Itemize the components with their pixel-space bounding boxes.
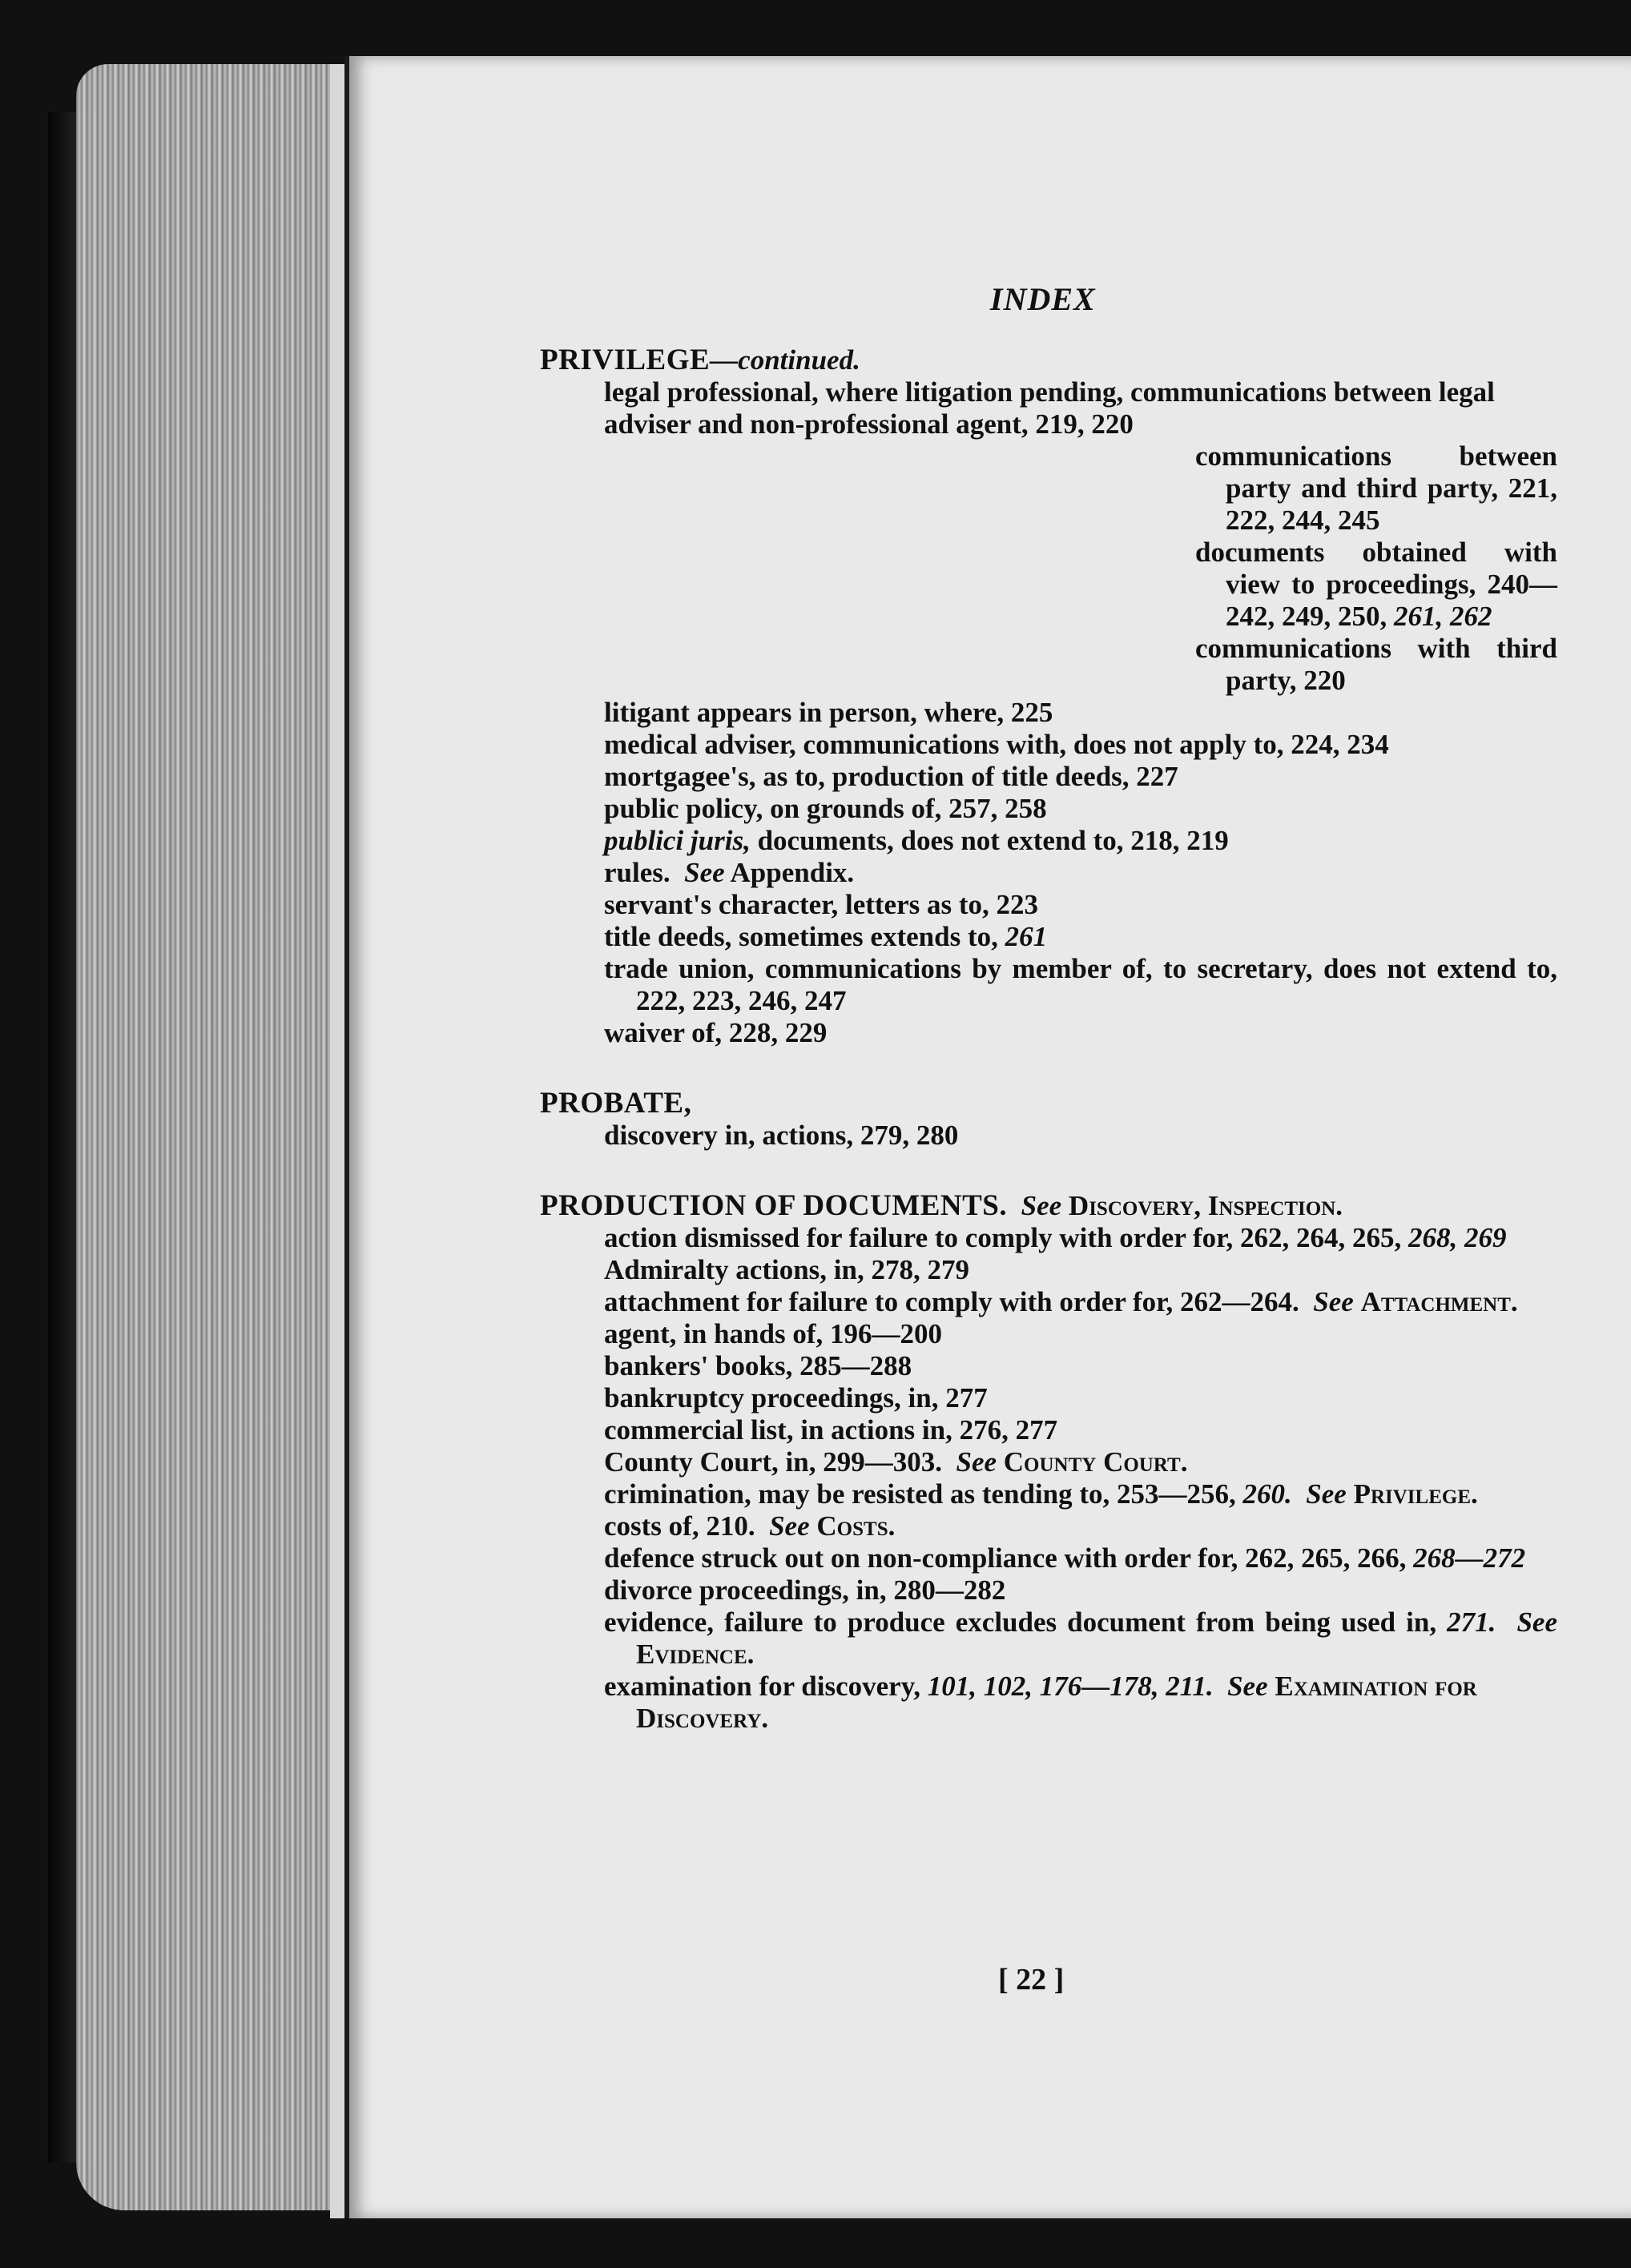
subentry: servant's character, letters as to, 223 <box>604 889 1039 920</box>
subentry: action dismissed for failure to comply with order for, 262, 264, 265, 268, 269 <box>604 1222 1507 1253</box>
subentry: attachment for failure to comply with order for, 262—264. See Attachment. <box>604 1286 1518 1317</box>
subentry: publici juris, documents, does not extend to, 218, 219 <box>604 825 1229 856</box>
entry-probate <box>540 1088 1557 1152</box>
subentry: rules. See Appendix. <box>604 857 855 888</box>
legal-item: documents obtained with view to proceedings, 240—242, 249, 250, 261, 262 <box>1195 537 1557 632</box>
legal-item: communications between legal adviser and non-professional agent, 219, 220 <box>604 376 1495 440</box>
subentry: public policy, on grounds of, 257, 258 <box>604 793 1047 824</box>
subentry: examination for discovery, 101, 102, 176—178, 211. See Examination for Discovery. <box>604 1671 1477 1734</box>
book-page-edges <box>76 64 340 2210</box>
subentry: bankers' books, 285—288 <box>604 1350 912 1381</box>
subentry: divorce proceedings, in, 280—282 <box>604 1574 1006 1606</box>
index-content <box>540 344 1557 1735</box>
subentry: waiver of, 228, 229 <box>604 1017 828 1048</box>
page-header: INDEX <box>990 281 1096 317</box>
entry-heading: PRODUCTION OF DOCUMENTS. <box>540 1189 1008 1222</box>
subentry: crimination, may be resisted as tending to, 253—256, 260. See Privilege. <box>604 1478 1478 1510</box>
subentry: defence struck out on non-compliance with order for, 262, 265, 266, 268—272 <box>604 1542 1526 1574</box>
subentry: bankruptcy proceedings, in, 277 <box>604 1382 988 1413</box>
continued-label: —continued. <box>710 344 860 376</box>
subentry: discovery in, actions, 279, 280 <box>604 1120 959 1151</box>
entry-heading: PROBATE, <box>540 1087 692 1120</box>
subentry-legal-professional: legal professional, where litigation pending, communications between legal adviser and non-professional agent, 219, 220 <box>604 376 1495 440</box>
legal-item: communications between party and third party, 221, 222, 244, 245 <box>1195 440 1557 536</box>
subentry: medical adviser, communications with, does not apply to, 224, 234 <box>604 729 1389 760</box>
entry-heading: PRIVILEGE <box>540 344 711 376</box>
subentry: mortgagee's, as to, production of title deeds, 227 <box>604 761 1178 792</box>
subentry: evidence, failure to produce excludes document from being used in, 271. See Evidence. <box>604 1606 1558 1670</box>
subentry: agent, in hands of, 196—200 <box>604 1318 943 1349</box>
subentry: litigant appears in person, where, 225 <box>604 697 1053 728</box>
subentry: trade union, communications by member of, to secretary, does not extend to, 222, 223, 246, 247 <box>604 953 1557 1016</box>
legal-professional-subitems <box>1195 440 1557 697</box>
subentry: title deeds, sometimes extends to, 261 <box>604 921 1048 952</box>
page-number: [ 22 ] <box>998 1963 1065 1997</box>
subentry: commercial list, in actions in, 276, 277 <box>604 1414 1058 1446</box>
subentry: costs of, 210. See Costs. <box>604 1510 896 1542</box>
subentry: Admiralty actions, in, 278, 279 <box>604 1254 969 1285</box>
entry-production: PRODUCTION OF DOCUMENTS. See Discovery, Inspection. action dismissed for failure to comply with order for, 262, 264, 265, 268, 269 Admiralty actions, in, 278, 279 attachment for failure to comply with order for, 262—264. See Attachment. agent, in hands of, 196—200 bankers' books, 285—288 bankruptcy proceedings, in, 277 commercial list, in actions in, 276, 277 County Court, in, 299—303. See County Court. crimination, may be resisted as tending to, 253—256, 260. See Privilege. costs of, 210. See Costs. defence struck out on non-compliance with order for, 262, 265, 266, 268—272 divorce proceedings, in, 280—282 evidence, failure to produce excludes document from being used in, 271. See Evidence. examination for discovery, 101, 102, 176—178, 211. See Examination for Discovery. <box>540 1189 1558 1734</box>
legal-item: communications with third party, 220 <box>1195 633 1557 696</box>
entry-privilege <box>540 344 1557 1049</box>
subentry: County Court, in, 299—303. See County Court. <box>604 1446 1188 1478</box>
